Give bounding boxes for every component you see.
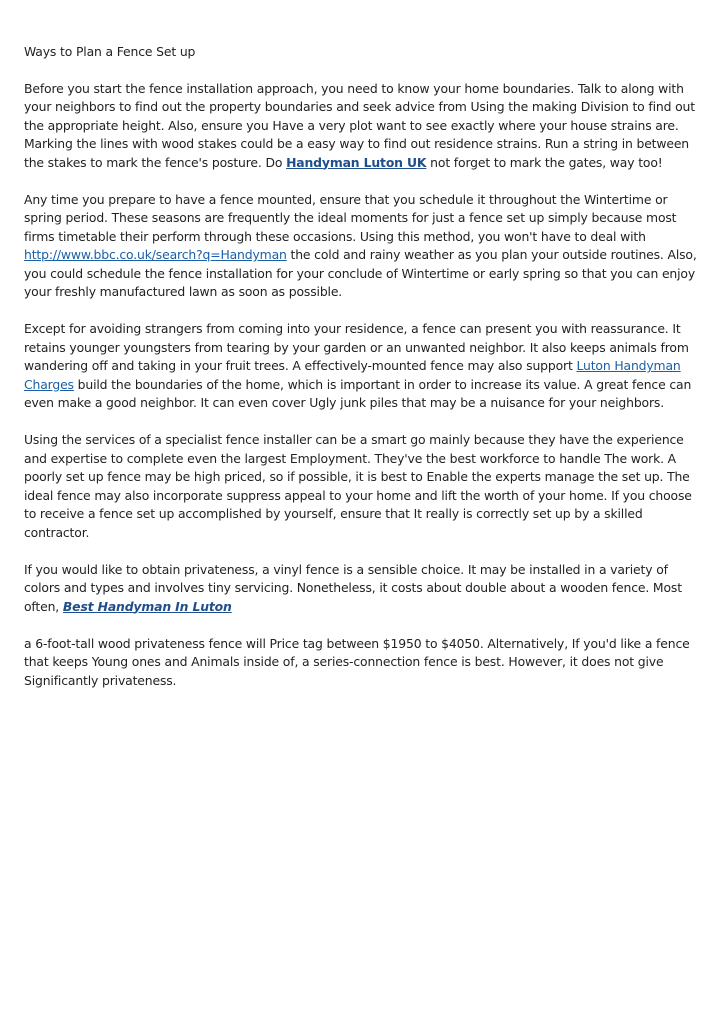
luton-handyman-charges-link[interactable]: Luton Handyman Charges [24, 358, 681, 392]
paragraph-3-text-after: build the boundaries of the home, which is important in order to increase its value. A great fence can even make a good neighbor. It can even cover Ugly junk piles that may be a nuisance for your neighbors. [24, 376, 692, 410]
paragraph-5-text-before: If you would like to obtain privateness, a vinyl fence is a sensible choice. It may be installed in a variety of colors and types and involves tiny servicing. Nonetheless, it costs about double about a wooden fence. Most often, [24, 561, 682, 614]
paragraph-4: Using the services of a specialist fence installer can be a smart go mainly because they have the experience and expertise to complete even the largest Employment. They've the best workforce to handle The work. A poorly set up fence may be high priced, so if possible, it is best to Enable the experts manage the set up. The ideal fence may also incorporate suppress appeal to your home and lift the worth of your home. If you choose to receive a fence set up accomplished by yourself, ensure that It really is correctly set up by a skilled contractor. [24, 432, 692, 540]
paragraph-1-text-before: Before you start the fence installation approach, you need to know your home boundaries. Talk to along with your neighbors to find out the property boundaries and seek advice from Using the making Division to find out the appropriate height. Also, ensure you Have a very plot want to see exactly where your house strains are. Marking the lines with wood stakes could be a easy way to find out residence strains. Run a string in between the stakes to mark the fence's posture. Do [24, 80, 695, 170]
paragraph-3-text-before: Except for avoiding strangers from coming into your residence, a fence can present you with reassurance. It retains younger youngsters from tearing by your garden or an unwanted neighbor. It also keeps animals from wandering off and taking in your fruit trees. A effectively-mounted fence may also support [24, 321, 689, 373]
paragraph-2-text-before: Any time you prepare to have a fence mounted, ensure that you schedule it throughout the Wintertime or spring period. These seasons are frequently the ideal moments for just a fence set up simply because most firms timetable their perform through these occasions. Using this method, you won't have to deal with [24, 191, 677, 244]
best-handyman-in-luton-link[interactable]: Best Handyman In Luton [62, 598, 232, 614]
paragraph-1 [24, 80, 698, 173]
paragraph-2 [24, 191, 698, 302]
paragraph-1-text-after: not forget to mark the gates, way too! [426, 154, 663, 170]
handyman-luton-uk-link[interactable]: Handyman Luton UK [286, 154, 427, 170]
bbc-search-link[interactable]: http://www.bbc.co.uk/search?q=Handyman [24, 247, 287, 262]
paragraph-5 [24, 561, 698, 617]
document-title: Ways to Plan a Fence Set up [24, 44, 196, 59]
paragraph-6: a 6-foot-tall wood privateness fence will Price tag between $1950 to $4050. Alternatively, If you'd like a fence that keeps Young ones and Animals inside of, a series-connection fence is best. However, it does not give Significantly privateness. [24, 635, 690, 688]
paragraph-3 [24, 320, 698, 413]
paragraph-2-text-after: the cold and rainy weather as you plan your outside routines. Also, you could schedule the fence installation for your conclude of Wintertime or early spring so that you can enjoy your freshly manufactured lawn as soon as possible. [24, 247, 697, 299]
